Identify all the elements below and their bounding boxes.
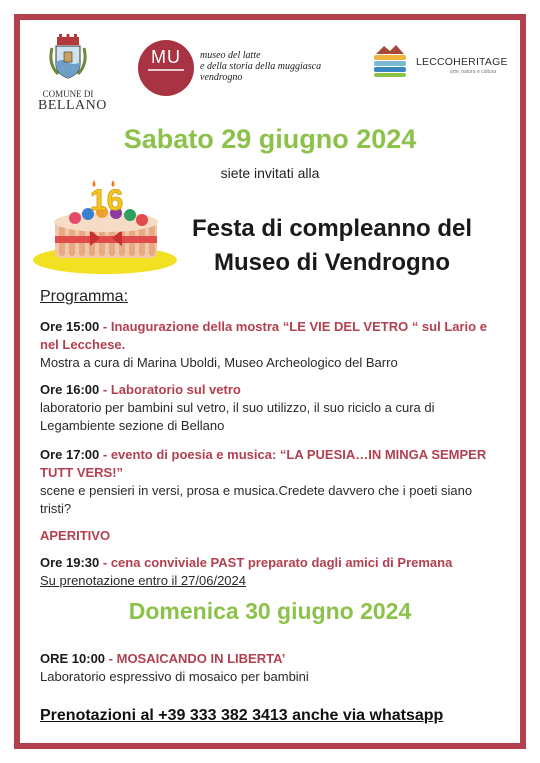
leccoheritage-tagline: arte, natura e cultura: [450, 69, 497, 75]
museo-name: [200, 50, 321, 83]
coat-of-arms-icon: [44, 34, 92, 84]
schedule-item: Ore 15:00 - Inaugurazione della mostra “LE VIE DEL VETRO “ sul Lario e nel Lecchese. Mostra a cura di Marina Uboldi, Museo Archeologico del Barro: [40, 319, 487, 370]
schedule-desc: scene e pensieri in versi, prosa e musica.Credete davvero che i poeti siano tristi?: [40, 483, 473, 516]
landscape-waves-icon: [370, 42, 410, 80]
event-title-line1: Festa di compleanno del: [191, 215, 473, 242]
schedule-desc: Su prenotazione entro il 27/06/2024: [40, 573, 246, 588]
museo-line-2: e della storia della muggiasca: [200, 61, 322, 72]
birthday-cake-icon: [30, 178, 180, 278]
schedule-title: Inaugurazione della mostra “LE VIE DEL VETRO “ sul Lario e nel Lecchese.: [40, 319, 487, 352]
mu-logo-text: MU: [151, 47, 181, 67]
schedule-time: Ore 17:00: [40, 447, 100, 462]
saturday-date-heading: Sabato 29 giugno 2024: [123, 124, 417, 154]
comune-line1: COMUNE DI: [42, 89, 94, 99]
schedule-title: evento di poesia e musica: “LA PUESIA…IN MINGA SEMPER TUTT VERS!”: [40, 447, 487, 480]
museo-latte-logo: [136, 38, 396, 98]
sunday-date-heading: Domenica 30 giugno 2024: [128, 598, 412, 624]
sunday-title: MOSAICANDO IN LIBERTA’: [116, 651, 286, 666]
schedule-item: [40, 527, 500, 545]
sunday-desc: Laboratorio espressivo di mosaico per bambini: [40, 669, 309, 684]
comune-line2: BELLANO: [38, 98, 107, 113]
event-title-line2: Museo di Vendrogno: [213, 249, 450, 276]
schedule-item: Ore 16:00 - Laboratorio sul vetro laboratorio per bambini sul vetro, il suo utilizzo, il suo riciclo a cura di Legambiente sezione di Bellano: [40, 382, 435, 433]
museo-line-1: museo del latte: [200, 50, 261, 61]
programma-label: Programma:: [40, 288, 129, 305]
schedule-time: Ore 19:30: [40, 555, 100, 570]
schedule-desc: Mostra a cura di Marina Uboldi, Museo Archeologico del Barro: [40, 355, 398, 370]
schedule-time: Ore 15:00: [40, 319, 100, 334]
schedule-desc: laboratorio per bambini sul vetro, il suo utilizzo, il suo riciclo a cura di Legambiente sezione di Bellano: [40, 400, 435, 433]
schedule-title: APERITIVO: [40, 528, 111, 543]
schedule-item: Ore 19:30 - cena conviviale PAST preparato dagli amici di Premana Su prenotazione entro il 27/06/2024: [40, 555, 453, 588]
leccoheritage-logo: [370, 42, 520, 82]
museo-line-3: vendrogno: [200, 72, 243, 83]
sunday-time: ORE 10:00: [40, 651, 106, 666]
schedule-item: Ore 17:00 - evento di poesia e musica: “LA PUESIA…IN MINGA SEMPER TUTT VERS!” scene e pensieri in versi, prosa e musica.Credete davvero che i poeti siano tristi?: [40, 447, 487, 516]
cake-number: 16: [90, 184, 124, 217]
leccoheritage-name: LECCOHERITAGE: [416, 56, 508, 68]
event-title: [160, 212, 504, 280]
schedule-title: cena conviviale PAST preparato dagli amici di Premana: [110, 555, 453, 570]
reservation-line: Prenotazioni al +39 333 382 3413 anche via whatsapp: [40, 707, 444, 724]
invite-text: siete invitati alla: [220, 165, 320, 181]
comune-bellano-logo: [38, 34, 107, 113]
schedule-title: Laboratorio sul vetro: [110, 382, 241, 397]
schedule-time: Ore 16:00: [40, 382, 100, 397]
sunday-item: ORE 10:00 - MOSAICANDO IN LIBERTA’ Laboratorio espressivo di mosaico per bambini: [40, 651, 309, 684]
